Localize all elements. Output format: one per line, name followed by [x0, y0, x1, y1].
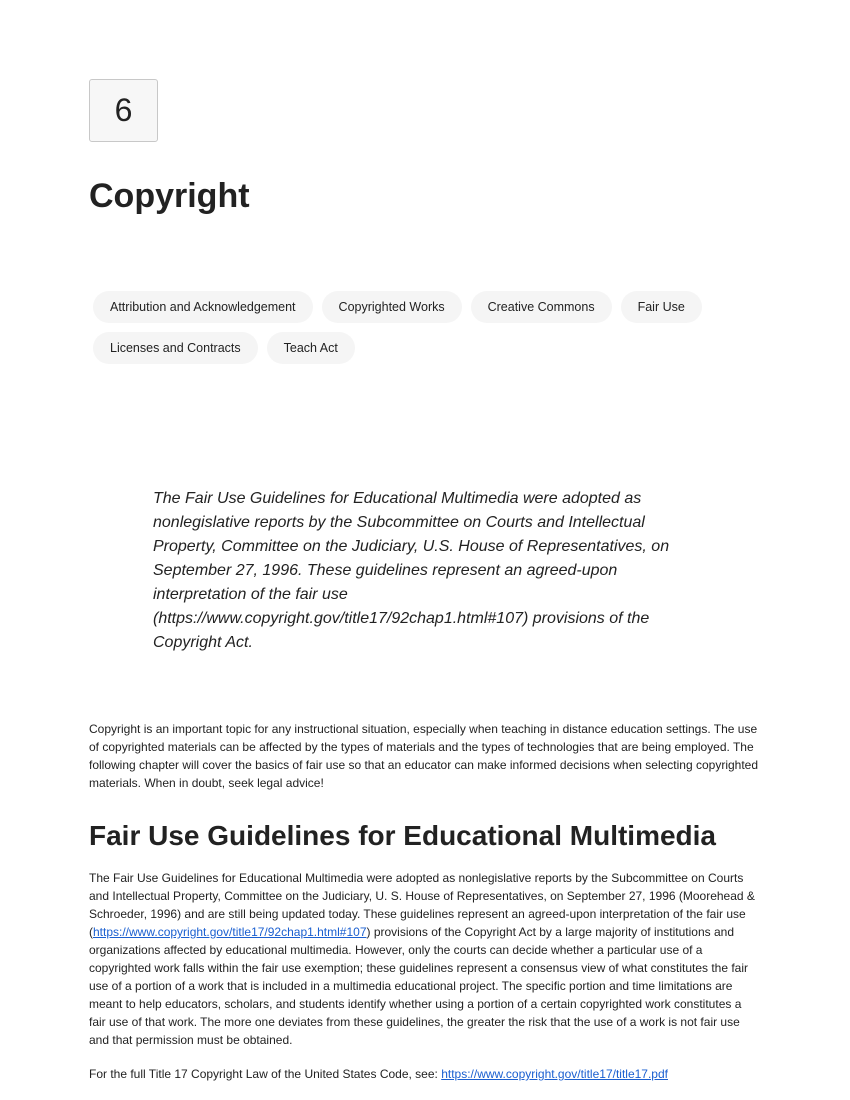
chapter-title: Copyright [89, 177, 250, 215]
section-heading: Fair Use Guidelines for Educational Multimedia [89, 820, 717, 851]
title17-paragraph [89, 1065, 759, 1083]
tag-teach-act[interactable]: Teach Act [267, 332, 355, 364]
paragraph-text-end: ) provisions of the Copyright Act by a large majority of institutions and organizations affected by educational multimedia. However, only the courts can decide whether a particular use of a copyrighted work falls within the fair use exemption; these guidelines represent a consensus view of what constitutes the fair use of a portion of a work that is included in a multimedia educational project. The specific portion and time limitations are meant to help educators, scholars, and students identify whether using a portion of a certain copyrighted work constitutes a fair use of that work. The more one deviates from these guidelines, the greater the risk that the use of a work is not fair use and that permission must be obtained. [89, 925, 749, 1047]
tag-copyrighted-works[interactable]: Copyrighted Works [322, 291, 462, 323]
page-content [89, 79, 759, 1095]
tag-list [93, 291, 733, 364]
tag-licenses-contracts[interactable]: Licenses and Contracts [93, 332, 258, 364]
tag-fair-use[interactable]: Fair Use [621, 291, 702, 323]
chapter-number: 6 [114, 92, 133, 128]
title17-link[interactable]: https://www.copyright.gov/title17/title17.pdf [441, 1067, 668, 1081]
chapter-number-box [89, 79, 158, 142]
title17-text: For the full Title 17 Copyright Law of the United States Code, see: [89, 1067, 442, 1081]
tag-attribution[interactable]: Attribution and Acknowledgement [93, 291, 313, 323]
fair-use-link[interactable]: https://www.copyright.gov/title17/92chap1.html#107 [93, 925, 367, 939]
tag-creative-commons[interactable]: Creative Commons [471, 291, 612, 323]
paragraph-text-start: The Fair Use Guidelines for Educational Multimedia were adopted as nonlegislative reports by the Subcommittee on Courts and Intellectual Property, Committee on the Judiciary, U. S. House of Representatives, on September 27, 1996 (Moorehead & Schroeder, 1996) and are still being updated today. These guidelines represent an agreed-upon interpretation of the fair use ( [89, 871, 755, 939]
intro-paragraph: Copyright is an important topic for any instructional situation, especially when teaching in distance education settings. The use of copyrighted materials can be affected by the types of materials and the types of technologies that are being employed. The following chapter will cover the basics of fair use so that an educator can make informed decisions when selecting copyrighted materials. When in doubt, seek legal advice! [89, 722, 759, 790]
epigraph-quote: The Fair Use Guidelines for Educational Multimedia were adopted as nonlegislative reports by the Subcommittee on Courts and Intellectual Property, Committee on the Judiciary, U.S. House of Representatives, on September 27, 1996. These guidelines represent an agreed-upon interpretation of the fair use (https://www.copyright.gov/title17/92chap1.html#107) provisions of the Copyright Act. [153, 490, 670, 651]
fair-use-paragraph [89, 869, 759, 1049]
